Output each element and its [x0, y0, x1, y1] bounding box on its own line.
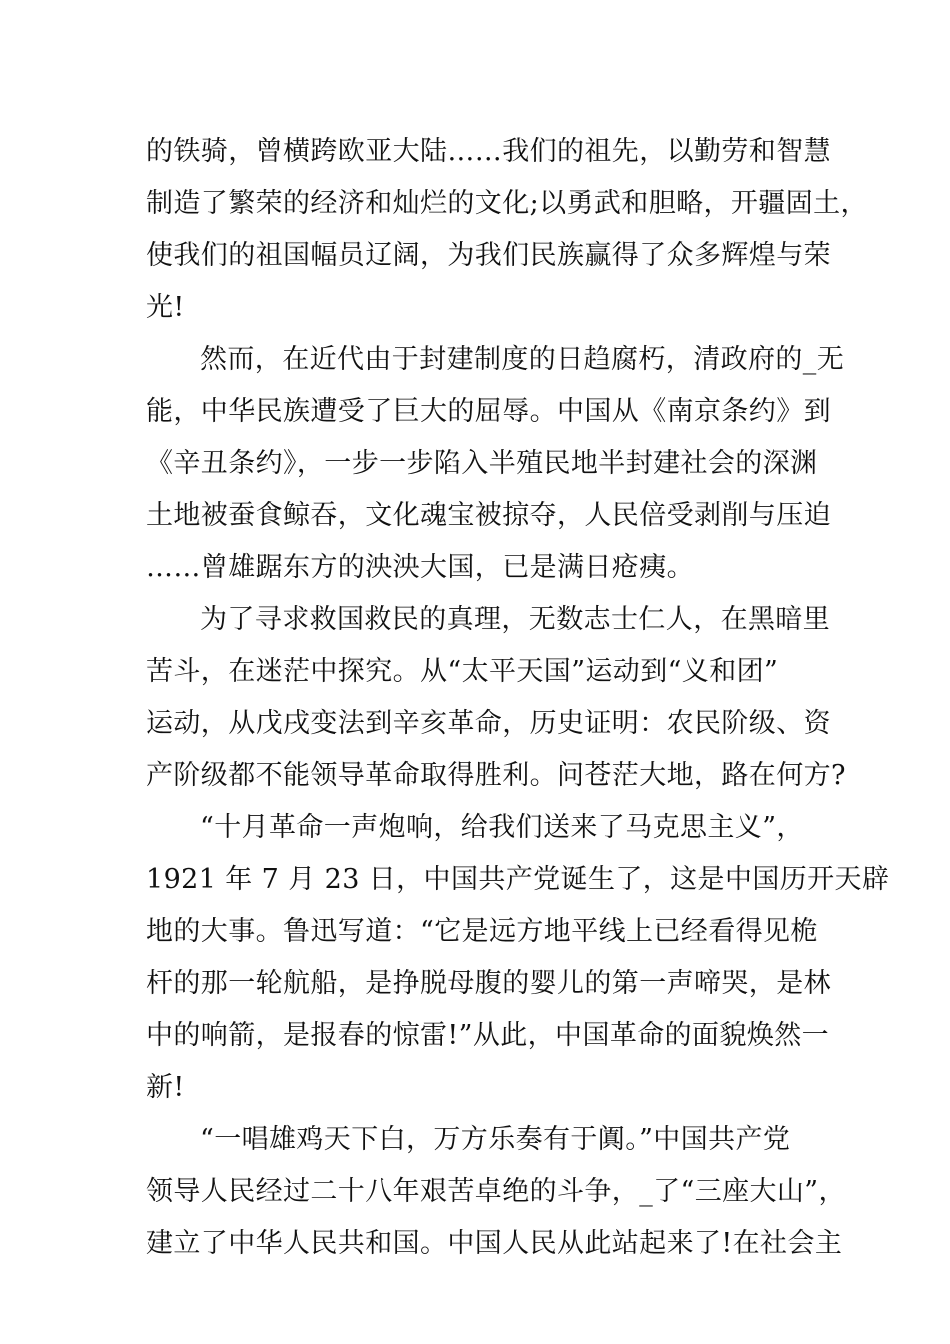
text-line: 的铁骑，曾横跨欧亚大陆……我们的祖先，以勤劳和智慧	[146, 136, 831, 167]
text-line: 中的响箭，是报春的惊雷!”从此，中国革命的面貌焕然一	[146, 1020, 830, 1051]
text-line: 杆的那一轮航船，是挣脱母腹的婴儿的第一声啼哭，是林	[146, 968, 831, 999]
text-line: 建立了中华人民共和国。中国人民从此站起来了!在社会主	[146, 1228, 843, 1259]
paragraph-start-line: “十月革命一声炮响，给我们送来了马克思主义”，	[200, 812, 804, 843]
document-body	[146, 126, 890, 1270]
text-line: ……曾雄踞东方的泱泱大国，已是满日疮痍。	[146, 552, 694, 583]
text-line: 光!	[146, 292, 185, 323]
text-line: 新!	[146, 1072, 185, 1103]
text-line: 产阶级都不能领导革命取得胜利。问苍茫大地，路在何方?	[146, 760, 846, 791]
paragraph-start-line: “一唱雄鸡天下白，万方乐奏有于阗。”中国共产党	[200, 1124, 791, 1155]
text-line: 苦斗，在迷茫中探究。从“太平天国”运动到“义和团”	[146, 656, 779, 687]
text-line: 土地被蚕食鲸吞，文化魂宝被掠夺，人民倍受剥削与压迫	[146, 500, 831, 531]
paragraph-start-line: 然而，在近代由于封建制度的日趋腐朽，清政府的_无	[200, 344, 845, 375]
paragraph-start-line: 为了寻求救国救民的真理，无数志士仁人，在黑暗里	[200, 604, 831, 635]
text-line: 领导人民经过二十八年艰苦卓绝的斗争，_了“三座大山”，	[146, 1176, 846, 1207]
text-line: 能，中华民族遭受了巨大的屈辱。中国从《南京条约》到	[146, 396, 831, 427]
text-line: 地的大事。鲁迅写道：“它是远方地平线上已经看得见桅	[146, 916, 818, 947]
text-line: 《辛丑条约》，一步一步陷入半殖民地半封建社会的深渊	[146, 448, 818, 479]
text-line: 使我们的祖国幅员辽阔，为我们民族赢得了众多辉煌与荣	[146, 240, 831, 271]
text-line: 制造了繁荣的经济和灿烂的文化;以勇武和胆略，开疆固土，	[146, 188, 868, 219]
text-line: 1921 年 7 月 23 日，中国共产党诞生了，这是中国历开天辟	[146, 864, 890, 895]
text-line: 运动，从戊戌变法到辛亥革命，历史证明：农民阶级、资	[146, 708, 831, 739]
